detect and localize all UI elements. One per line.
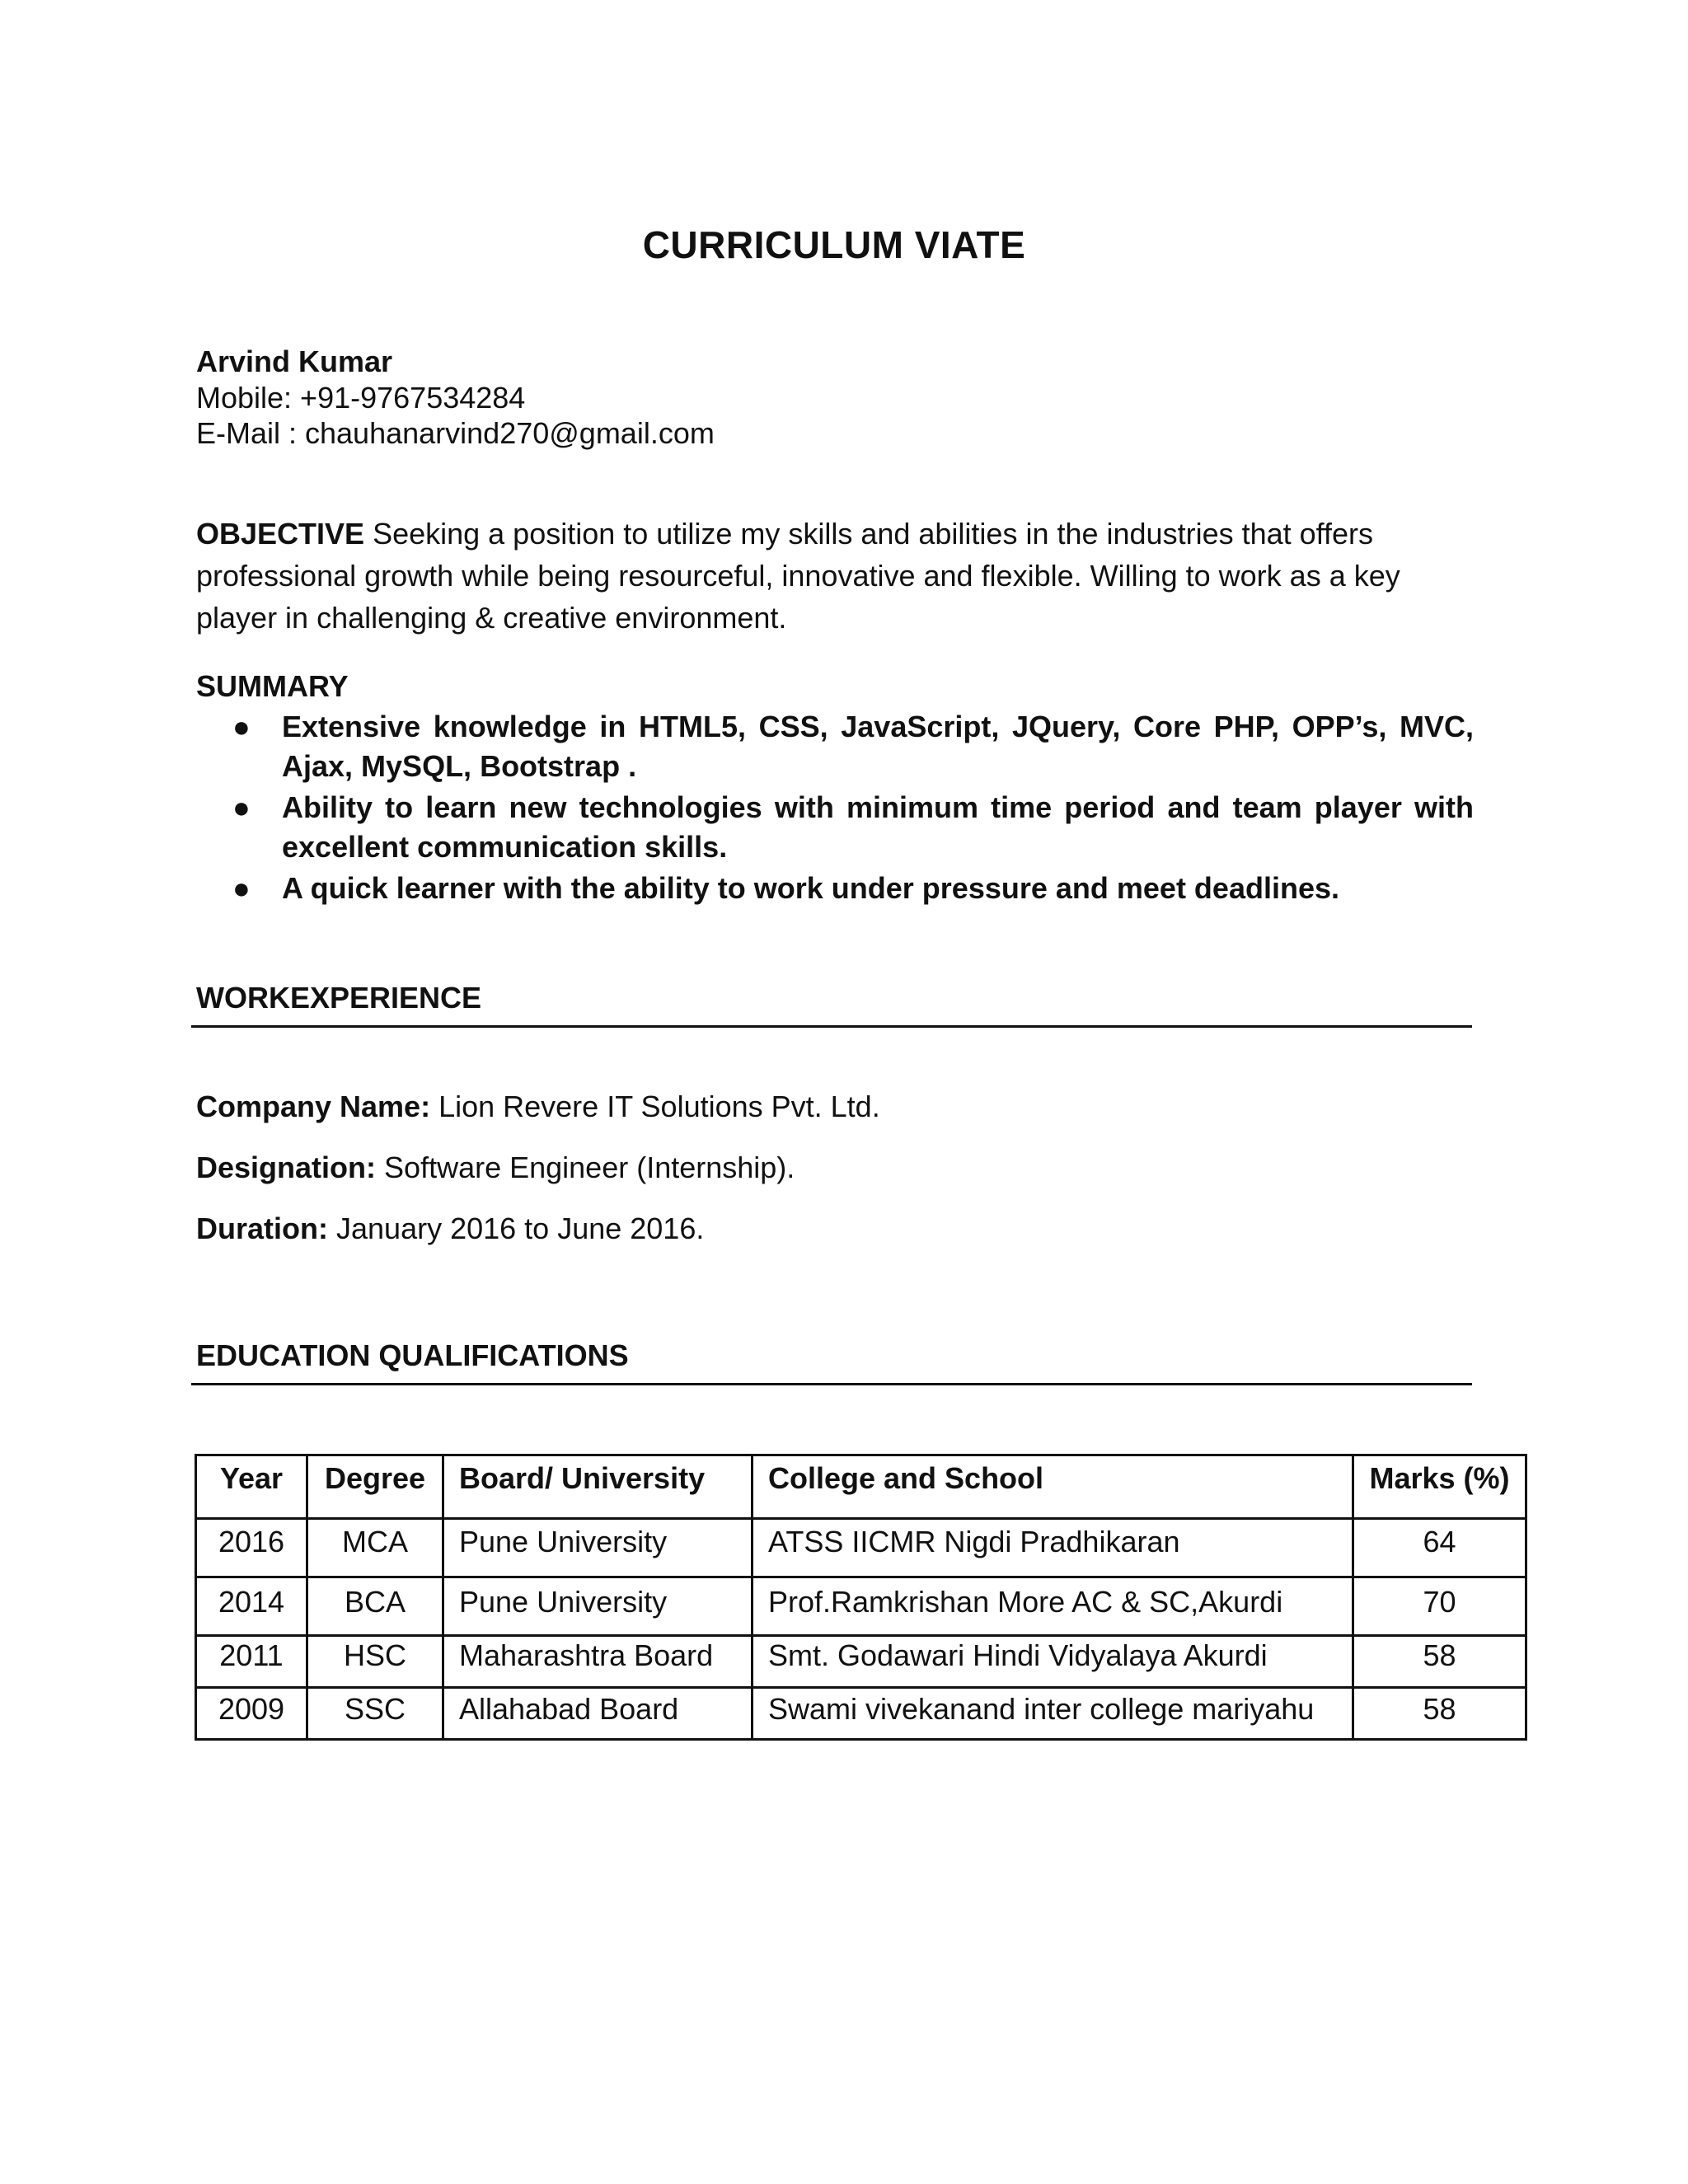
summary-item	[196, 707, 1474, 786]
summary-item	[196, 869, 1474, 908]
work-experience-heading: WORKEXPERIENCE	[196, 981, 482, 1015]
company-label: Company Name:	[196, 1090, 431, 1123]
cell-degree: HSC	[307, 1636, 443, 1688]
cell-year: 2009	[196, 1688, 307, 1740]
bullet-icon: ●	[232, 790, 251, 824]
cell-degree: SSC	[307, 1688, 443, 1740]
email-address: E-Mail : chauhanarvind270@gmail.com	[196, 416, 715, 450]
education-table	[195, 1454, 1527, 1741]
cell-college: Prof.Ramkrishan More AC & SC,Akurdi	[753, 1577, 1353, 1636]
summary-item-text: Ability to learn new technologies with minimum time period and team player with excellent communication skills.	[282, 790, 1474, 864]
bullet-icon: ●	[232, 871, 251, 905]
table-row	[196, 1636, 1526, 1688]
cell-board: Maharashtra Board	[443, 1636, 753, 1688]
summary-list	[196, 707, 1474, 910]
cell-college: Swami vivekanand inter college mariyahu	[753, 1688, 1353, 1740]
cell-year: 2011	[196, 1636, 307, 1688]
mobile-number: Mobile: +91-9767534284	[196, 381, 526, 415]
duration-label: Duration:	[196, 1212, 328, 1245]
column-header-degree: Degree	[307, 1455, 443, 1519]
summary-item	[196, 788, 1474, 867]
table-row	[196, 1519, 1526, 1577]
column-header-year: Year	[196, 1455, 307, 1519]
cell-year: 2014	[196, 1577, 307, 1636]
summary-item-text: A quick learner with the ability to work under pressure and meet deadlines.	[282, 871, 1339, 905]
designation-line	[196, 1151, 795, 1185]
bullet-icon: ●	[232, 710, 251, 743]
objective-text: Seeking a position to utilize my skills and abilities in the industries that offers professional growth while being resourceful, innovative and flexible. Willing to work as a key player in challenging & creative environment.	[196, 517, 1400, 635]
objective-label: OBJECTIVE	[196, 517, 365, 551]
summary-item-text: Extensive knowledge in HTML5, CSS, JavaScript, JQuery, Core PHP, OPP’s, MVC, Ajax, MySQL, Bootstrap .	[282, 710, 1474, 783]
section-divider	[191, 1383, 1472, 1385]
company-line	[196, 1090, 880, 1124]
summary-heading: SUMMARY	[196, 669, 349, 703]
table-row	[196, 1577, 1526, 1636]
designation-label: Designation:	[196, 1151, 377, 1184]
designation-value: Software Engineer (Internship).	[384, 1151, 795, 1184]
cell-board: Allahabad Board	[443, 1688, 753, 1740]
cell-college: Smt. Godawari Hindi Vidyalaya Akurdi	[753, 1636, 1353, 1688]
column-header-college: College and School	[753, 1455, 1353, 1519]
cell-board: Pune University	[443, 1577, 753, 1636]
cell-marks: 58	[1353, 1636, 1526, 1688]
cell-board: Pune University	[443, 1519, 753, 1577]
section-divider	[191, 1025, 1472, 1028]
cell-college: ATSS IICMR Nigdi Pradhikaran	[753, 1519, 1353, 1577]
candidate-name: Arvind Kumar	[196, 344, 393, 378]
cell-marks: 64	[1353, 1519, 1526, 1577]
table-row	[196, 1688, 1526, 1740]
education-heading: EDUCATION QUALIFICATIONS	[196, 1338, 629, 1372]
cell-marks: 70	[1353, 1577, 1526, 1636]
page-title: CURRICULUM VIATE	[642, 223, 1026, 266]
cell-year: 2016	[196, 1519, 307, 1577]
column-header-board: Board/ University	[443, 1455, 753, 1519]
objective-paragraph	[196, 513, 1482, 639]
cell-degree: BCA	[307, 1577, 443, 1636]
cell-degree: MCA	[307, 1519, 443, 1577]
column-header-marks: Marks (%)	[1353, 1455, 1526, 1519]
cell-marks: 58	[1353, 1688, 1526, 1740]
duration-line	[196, 1212, 704, 1246]
duration-value: January 2016 to June 2016.	[336, 1212, 705, 1245]
table-header-row	[196, 1455, 1526, 1519]
company-value: Lion Revere IT Solutions Pvt. Ltd.	[438, 1090, 880, 1123]
